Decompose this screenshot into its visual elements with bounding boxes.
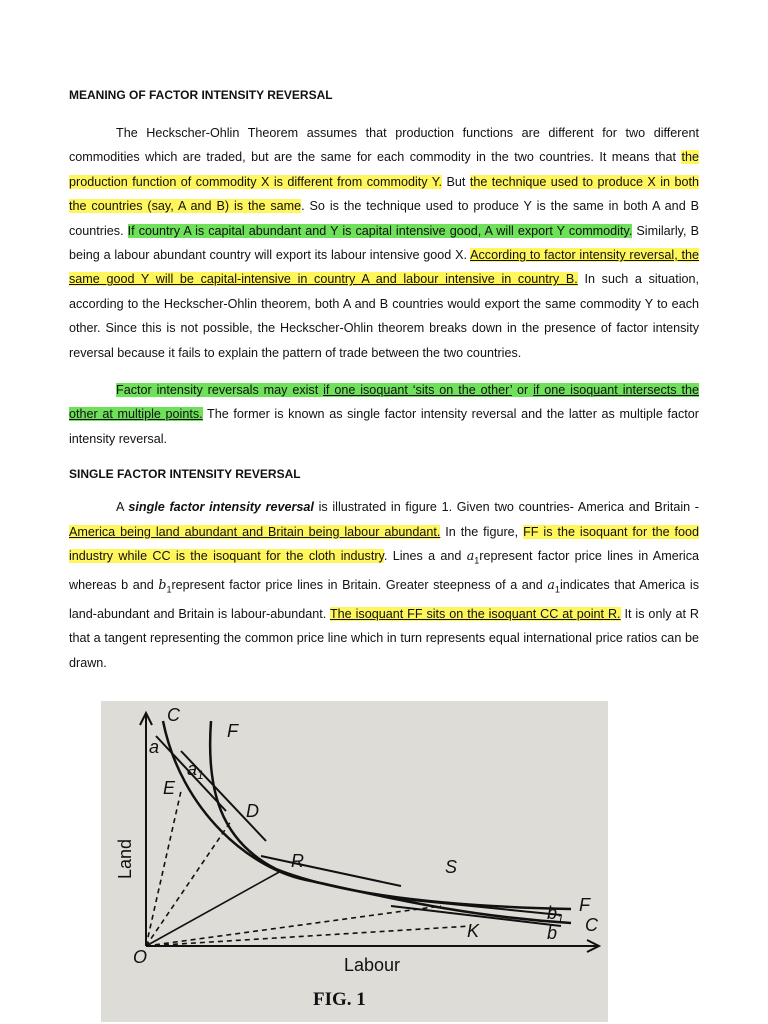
label-o: O	[133, 947, 148, 967]
paragraph-single	[69, 495, 699, 675]
text-run: indicates that America is land-abundant and Britain is labour-abundant.	[69, 578, 699, 621]
text-run: The former is known as single factor intensity reversal and the latter as multiple factor intensity reversal.	[69, 407, 699, 446]
text-run: Similarly, B being a labour abundant country will export its labour intensive good X.	[69, 223, 699, 263]
highlight-run: if one isoquant intersects the other at multiple points.	[69, 383, 699, 422]
label-k: K	[467, 921, 480, 941]
text-run: In such a situation, according to the Heckscher-Ohlin theorem, both A and B countries would export the same commodity Y to each other. Since this is not possible, the Heckscher-Ohlin theorem breaks down in the presence of factor intensity reversal because it fails to explain the pattern of trade between the two countries.	[69, 272, 699, 360]
label-a: a	[149, 737, 160, 757]
y-axis-label: Land	[115, 838, 135, 879]
label-c-top: C	[167, 705, 180, 725]
text-run-emphasis: single factor intensity reversal	[128, 500, 314, 515]
paragraph-reversal-types	[69, 378, 699, 451]
highlight-run: America being land abundant and Britain being labour abundant.	[69, 524, 441, 539]
highlight-run: the technique used to produce X in both the countries (say, A and B) is the same	[69, 174, 699, 214]
text-run: represent factor price lines in America whereas b and	[69, 549, 699, 593]
math-sub: 1	[166, 584, 172, 595]
ray-ok	[146, 926, 471, 946]
ray-oe	[146, 791, 181, 946]
label-b1: $b_1$	[547, 903, 564, 926]
text-run: It is only at R that a tangent representing the common price line which in turn represents equal international price ratios can be drawn.	[69, 606, 699, 670]
label-c-right: C	[585, 915, 598, 935]
ray-od	[146, 821, 231, 946]
heading-meaning: MEANING OF FACTOR INTENSITY REVERSAL	[69, 88, 333, 102]
highlight-run: FF is the isoquant for the food industry while CC is the isoquant for the cloth industry	[69, 524, 700, 564]
label-f-top: F	[227, 721, 238, 741]
math-a1: a	[466, 548, 475, 564]
ray-or	[146, 871, 281, 946]
math-b1: b	[158, 577, 167, 593]
figure-caption: FIG. 1	[313, 989, 366, 1010]
text-run: In the figure,	[440, 524, 524, 539]
highlight-run: According to factor intensity reversal, the same good Y will be capital-intensive in country A and labour intensive in country B.	[69, 248, 699, 287]
isoquant-diagram	[101, 701, 608, 1022]
x-axis-label: Labour	[344, 955, 401, 975]
math-a1: a	[547, 577, 555, 593]
highlight-run: or	[512, 383, 534, 398]
text-run: represent factor price lines in Britain. Greater steepness of a and	[171, 578, 548, 593]
figure-isoquants	[101, 701, 608, 1022]
math-sub: 1	[474, 555, 480, 566]
label-f-right: F	[579, 895, 590, 915]
math-sub: 1	[554, 584, 560, 595]
highlight-run: the production function of commodity X is different from commodity Y.	[69, 150, 699, 189]
heading-single: SINGLE FACTOR INTENSITY REVERSAL	[69, 467, 301, 482]
label-e: E	[163, 778, 176, 798]
highlight-run: if one isoquant ‘sits on the other’	[323, 383, 513, 398]
text-run: A	[116, 500, 129, 515]
highlight-run: The isoquant FF sits on the isoquant CC at point R.	[329, 606, 621, 621]
label-s: S	[445, 857, 458, 877]
text-run: But	[442, 174, 470, 189]
text-run: The Heckscher-Ohlin Theorem assumes that production functions are different for two different commodities which are traded, but are the same for each commodity in the two countries. It means that	[69, 126, 699, 165]
text-run: . Lines a and	[383, 549, 467, 564]
label-d: D	[246, 801, 259, 821]
label-a1: $a_1$	[187, 759, 204, 782]
ray-os	[146, 906, 441, 946]
document-page	[69, 86, 699, 675]
label-r: R	[291, 851, 304, 871]
label-b: b	[547, 923, 558, 943]
text-run: is illustrated in figure 1. Given two countries- America and Britain -	[313, 500, 699, 515]
highlight-run: If country A is capital abundant and Y is capital intensive good, A will export Y commodity.	[127, 223, 633, 238]
highlight-run: Factor intensity reversals may exist	[116, 383, 324, 398]
paragraph-intro	[69, 121, 699, 365]
text-run: . So is the technique used to produce Y is the same in both A and B countries.	[69, 199, 699, 238]
